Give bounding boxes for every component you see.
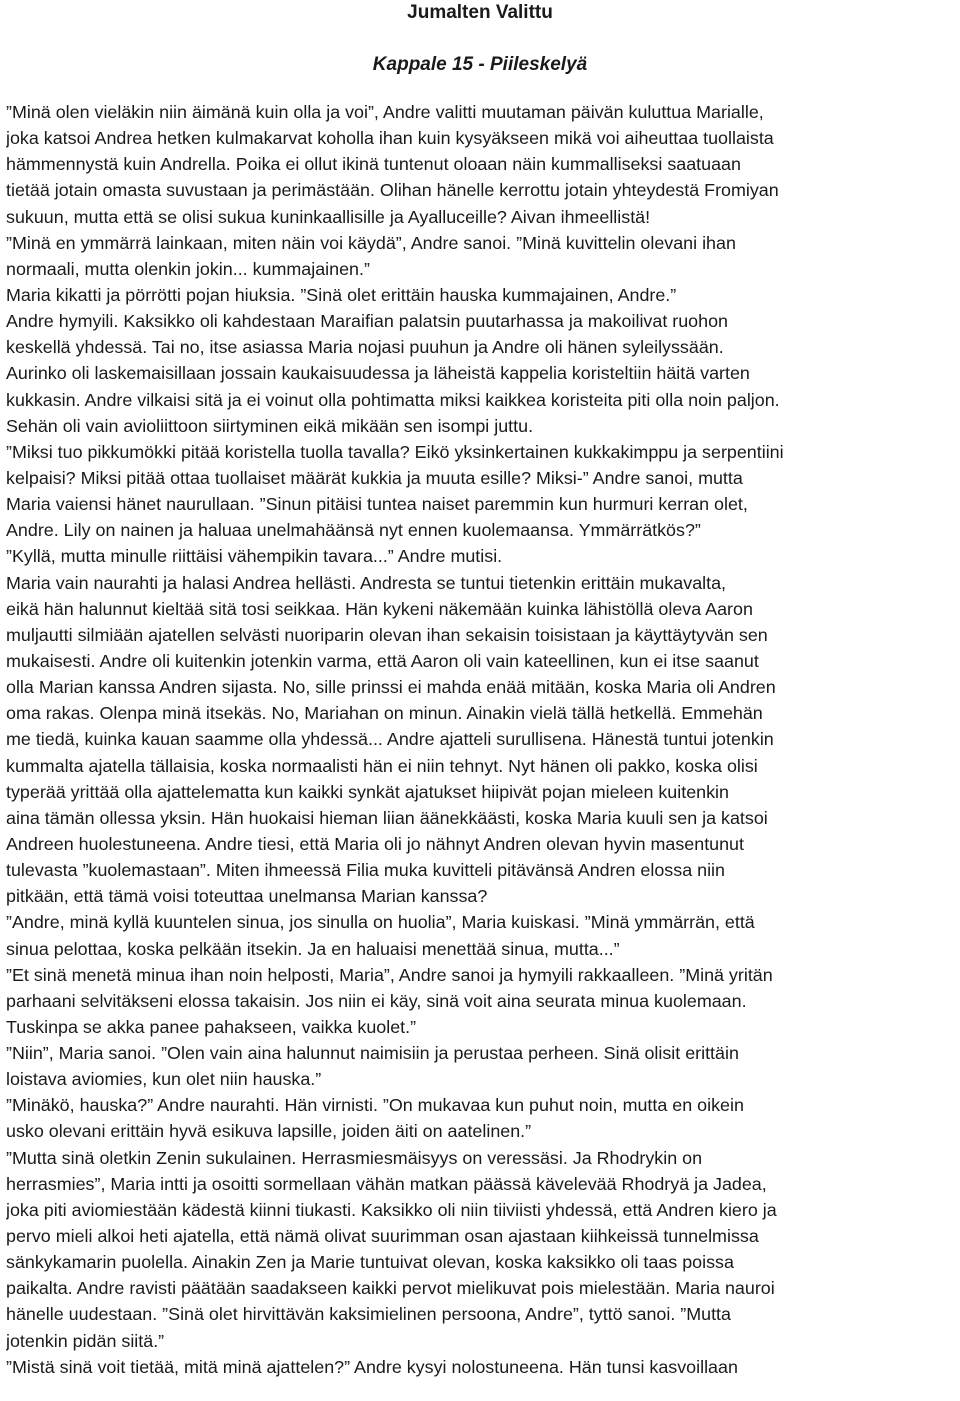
text-line: ”Niin”, Maria sanoi. ”Olen vain aina halunnut naimisiin ja perustaa perheen. Sinä olisit erittäin [6, 1043, 739, 1064]
text-line: oma rakas. Olenpa minä itsekäs. No, Mariahan on minun. Ainakin vielä tällä hetkellä. Emmehän [6, 703, 763, 724]
text-line: ”Minäkö, hauska?” Andre naurahti. Hän virnisti. ”On mukavaa kun puhut noin, mutta en oikein [6, 1095, 744, 1116]
text-line: joka katsoi Andrea hetken kulmakarvat koholla ihan kuin kysyäkseen mikä voi aiheuttaa tuollaista [6, 128, 774, 149]
text-line: joka piti aviomiestään kädestä kiinni tiukasti. Kaksikko oli niin tiiviisti yhdessä, että Andren kiero ja [6, 1199, 777, 1220]
text-line: aina tämän ollessa yksin. Hän huokaisi hieman liian äänekkäästi, koska Maria kuuli sen ja katsoi [6, 807, 768, 828]
chapter-title: Kappale 15 - Piileskelyä [372, 54, 588, 75]
text-line: muljautti silmiään ajatellen selvästi nuoriparin olevan ihan sekaisin toisistaan ja käyttäytyvän sen [6, 624, 768, 645]
text-line: Maria kikatti ja pörrötti pojan hiuksia. ”Sinä olet erittäin hauska kummajainen, Andre.” [6, 284, 677, 305]
text-line: sukuun, mutta että se olisi sukua kuninkaallisille ja Ayalluceille? Aivan ihmeellistä! [6, 206, 651, 227]
text-line: normaali, mutta olenkin jokin... kummajainen.” [6, 258, 370, 279]
text-line: tulevasta ”kuolemastaan”. Miten ihmeessä Filia muka kuvitteli pitävänsä Andren elossa niin [6, 860, 725, 881]
text-line: ”Minä en ymmärrä lainkaan, miten näin voi käydä”, Andre sanoi. ”Minä kuvittelin olevani ihan [6, 232, 736, 253]
text-line: eikä hän halunnut kieltää sitä tosi seikkaa. Hän kykeni näkemään kuinka lähistöllä oleva Aaron [6, 598, 753, 619]
text-line: pervo mieli alkoi heti ajatella, että nämä olivat suurimman osan ajastaan kiihkeissä tunnelmissa [6, 1226, 759, 1247]
text-line: ”Et sinä menetä minua ihan noin helposti, Maria”, Andre sanoi ja hymyili rakkaalleen. ”Minä yritän [6, 964, 773, 985]
text-line: keskellä yhdessä. Tai no, itse asiassa Maria nojasi puuhun ja Andre oli hänen syleilyssään. [6, 337, 724, 358]
text-line: parhaani selvitäkseni elossa takaisin. Jos niin ei käy, sinä voit aina seurata minua kuolemaan. [6, 990, 747, 1011]
text-line: Aurinko oli laskemaisillaan jossain kaukaisuudessa ja läheistä kappelia koristeltiin häitä varten [6, 363, 750, 384]
text-line: usko olevani erittäin hyvä esikuva lapsille, joiden äiti on aatelinen.” [6, 1121, 532, 1142]
text-line: jotenkin pidän siitä.” [6, 1330, 165, 1351]
text-line: ”Kyllä, mutta minulle riittäisi vähempikin tavara...” Andre mutisi. [6, 546, 503, 567]
text-line: Sehän oli vain avioliittoon siirtyminen eikä mikään sen isompi juttu. [6, 415, 534, 436]
story-text [6, 99, 956, 1380]
text-line: sinua pelottaa, koska pelkään itsekin. Ja en haluaisi menettää sinua, mutta...” [6, 938, 620, 959]
text-line: Maria vaiensi hänet naurullaan. ”Sinun pitäisi tuntea naiset paremmin kun hurmuri kerran olet, [6, 494, 748, 515]
text-line: loistava aviomies, kun olet niin hauska.” [6, 1069, 322, 1090]
text-line: kelpaisi? Miksi pitää ottaa tuollaiset määrät kukkia ja muuta esille? Miksi-” Andre sanoi, mutta [6, 467, 743, 488]
text-line: tietää jotain omasta suvustaan ja perimästään. Olihan hänelle kerrottu jotain yhteydestä Fromiyan [6, 180, 779, 201]
text-line: me tiedä, kuinka kauan saamme olla yhdessä... Andre ajatteli surullisena. Hänestä tuntui jotenkin [6, 729, 774, 750]
text-line: hänelle uudestaan. ”Sinä olet hirvittävän kaksimielinen persoona, Andre”, tyttö sanoi. ”Mutta [6, 1304, 731, 1325]
text-line: sänkykamarin puolella. Ainakin Zen ja Marie tuntuivat olevan, koska kaksikko oli taas poissa [6, 1252, 734, 1273]
text-line: ”Mutta sinä oletkin Zenin sukulainen. Herrasmiesmäisyys on veressäsi. Ja Rhodrykin on [6, 1147, 703, 1168]
text-line: ”Miksi tuo pikkumökki pitää koristella tuolla tavalla? Eikö yksinkertainen kukkakimppu ja serpentiini [6, 441, 784, 462]
text-line: typerää yrittää olla ajattelematta kun kaikki synkät ajatukset hiipivät pojan mieleen kuitenkin [6, 781, 729, 802]
text-line: ”Andre, minä kyllä kuuntelen sinua, jos sinulla on huolia”, Maria kuiskasi. ”Minä ymmärrän, että [6, 912, 755, 933]
text-line: pitkään, että tämä voisi toteuttaa unelmansa Marian kanssa? [6, 886, 488, 907]
text-line: kukkasin. Andre vilkaisi sitä ja ei voinut olla pohtimatta miksi kaikkea koristeita piti olla noin paljon. [6, 389, 780, 410]
text-line: Tuskinpa se akka panee pahakseen, vaikka kuolet.” [6, 1016, 417, 1037]
text-line: ”Minä olen vieläkin niin äimänä kuin olla ja voi”, Andre valitti muutaman päivän kuluttua Marialle, [6, 102, 764, 122]
text-line: Andre hymyili. Kaksikko oli kahdestaan Maraifian palatsin puutarhassa ja makoilivat ruohon [6, 311, 728, 332]
text-line: Andre. Lily on nainen ja haluaa unelmahäänsä nyt ennen kuolemaansa. Ymmärrätkös?” [6, 520, 701, 541]
text-line: hämmennystä kuin Andrella. Poika ei ollut ikinä tuntenut oloaan näin kummalliseksi saatuaan [6, 154, 741, 175]
text-line: ”Mistä sinä voit tietää, mitä minä ajattelen?” Andre kysyi nolostuneena. Hän tunsi kasvoillaan [6, 1356, 738, 1377]
text-line: herrasmies”, Maria intti ja osoitti sormellaan vähän matkan päässä kävelevää Rhodryä ja Jadea, [6, 1173, 767, 1194]
text-line: paikalta. Andre ravisti päätään saadakseen kaikki pervot mielikuvat pois mielestään. Maria nauroi [6, 1278, 775, 1299]
text-line: kummalta ajatella tällaisia, koska normaalisti hän ei niin tehnyt. Nyt hänen oli pakko, koska olisi [6, 755, 758, 776]
text-line: Andreen huolestuneena. Andre tiesi, että Maria oli jo nähnyt Andren olevan hyvin masentunut [6, 833, 744, 854]
document-title: Jumalten Valittu [407, 2, 553, 23]
text-line: olla Marian kanssa Andren sijasta. No, sille prinssi ei mahda enää mitään, koska Maria oli Andren [6, 677, 776, 698]
text-line: mukaisesti. Andre oli kuitenkin jotenkin varma, että Aaron oli vain kateellinen, kun ei itse saanut [6, 650, 759, 671]
text-line: Maria vain naurahti ja halasi Andrea hellästi. Andresta se tuntui tietenkin erittäin mukavalta, [6, 572, 727, 593]
